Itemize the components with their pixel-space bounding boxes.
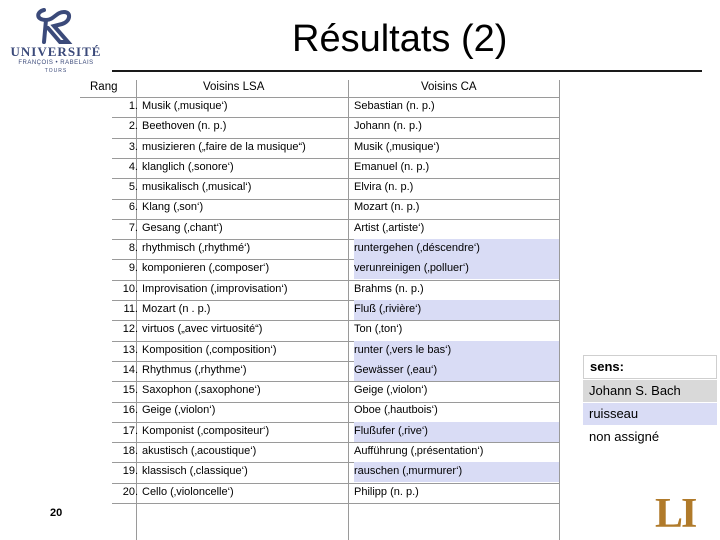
rank-cell: 11.: [123, 302, 138, 315]
table-row: [112, 219, 559, 239]
lsa-neighbor-cell: Komponist (‚compositeur‘): [142, 424, 270, 437]
grid-line: [112, 503, 559, 504]
university-logo-mark: [6, 6, 106, 46]
table-row: [112, 259, 559, 279]
lsa-neighbor-cell: klanglich (‚sonore‘): [142, 160, 234, 173]
rank-cell: 14.: [122, 363, 138, 376]
ca-neighbor-cell: Brahms (n. p.): [354, 282, 424, 295]
rank-cell: 3.: [128, 140, 138, 153]
lsa-neighbor-cell: Geige (‚violon‘): [142, 404, 216, 417]
table-row: [112, 381, 559, 401]
rank-cell: 6.: [128, 201, 138, 214]
legend-item-non-assigne: non assigné: [583, 426, 717, 448]
ca-neighbor-cell: Mozart (n. p.): [354, 201, 420, 214]
rank-cell: 16.: [122, 404, 138, 417]
logo-university-text: UNIVERSITÉ: [10, 44, 102, 59]
ca-neighbor-cell: Artist (‚artiste‘): [354, 221, 425, 234]
table-row: [112, 198, 559, 218]
results-table: [112, 97, 559, 503]
li-brand-logo: LI: [655, 491, 696, 537]
table-row: [112, 158, 559, 178]
legend-item-ruisseau: ruisseau: [583, 403, 717, 425]
table-row: [112, 97, 559, 117]
logo-tours-text: TOURS: [44, 68, 68, 74]
rank-cell: 8.: [128, 242, 138, 255]
sense-legend: [583, 355, 717, 449]
ca-neighbor-cell: Geige (‚violon‘): [354, 384, 428, 397]
lsa-neighbor-cell: komponieren (‚composer‘): [142, 262, 270, 275]
lsa-neighbor-cell: Gesang (‚chant‘): [142, 221, 223, 234]
table-row: [112, 280, 559, 300]
rank-cell: 18.: [122, 445, 138, 458]
legend-title: sens:: [583, 355, 717, 379]
rank-cell: 17.: [122, 424, 138, 437]
lsa-neighbor-cell: Komposition (‚composition‘): [142, 343, 277, 356]
grid-line: [559, 80, 560, 540]
rank-cell: 12.: [122, 323, 138, 336]
ca-neighbor-cell: Elvira (n. p.): [354, 181, 414, 194]
rank-cell: 1.: [128, 100, 138, 112]
header-lsa: Voisins LSA: [203, 81, 265, 93]
ca-neighbor-cell: Musik (‚musique‘): [354, 140, 440, 153]
ca-neighbor-cell: runter (‚vers le bas‘): [354, 341, 559, 361]
lsa-neighbor-cell: musikalisch (‚musical‘): [142, 181, 252, 194]
university-logo: [6, 6, 106, 76]
lsa-neighbor-cell: rhythmisch (‚rhythmé‘): [142, 242, 251, 255]
ca-neighbor-cell: Aufführung (‚présentation‘): [354, 445, 484, 458]
logo-rabelais-text: FRANÇOIS • RABELAIS: [18, 60, 94, 66]
ca-neighbor-cell: Johann (n. p.): [354, 120, 422, 133]
rank-cell: 20.: [122, 485, 138, 498]
rank-cell: 13.: [122, 343, 138, 356]
ca-neighbor-cell: Oboe (‚hautbois‘): [354, 404, 438, 417]
lsa-neighbor-cell: Cello (‚violoncelle‘): [142, 485, 234, 498]
rank-cell: 9.: [128, 262, 138, 275]
lsa-neighbor-cell: Musik (‚musique‘): [142, 100, 228, 112]
lsa-neighbor-cell: virtuos („avec virtuosité“): [142, 323, 263, 336]
table-row: [112, 401, 559, 421]
ca-neighbor-cell: Emanuel (n. p.): [354, 160, 430, 173]
table-row: [112, 178, 559, 198]
table-row: [112, 341, 559, 361]
table-row: [112, 483, 559, 503]
ca-neighbor-cell: runtergehen (‚déscendre‘): [354, 239, 559, 259]
header-rank: Rang: [90, 81, 118, 93]
ca-neighbor-cell: Fluß (‚rivière‘): [354, 300, 559, 320]
legend-item-bach: Johann S. Bach: [583, 380, 717, 402]
lsa-neighbor-cell: klassisch (‚classique‘): [142, 465, 248, 478]
ca-neighbor-cell: verunreinigen (‚polluer‘): [354, 259, 559, 279]
lsa-neighbor-cell: musizieren („faire de la musique“): [142, 140, 306, 153]
ca-neighbor-cell: Ton (‚ton‘): [354, 323, 403, 336]
slide-title: Résultats (2): [292, 18, 508, 60]
table-row: [112, 138, 559, 158]
lsa-neighbor-cell: Klang (‚son‘): [142, 201, 204, 214]
lsa-neighbor-cell: Saxophon (‚saxophone‘): [142, 384, 261, 397]
lsa-neighbor-cell: Mozart (n . p.): [142, 302, 211, 315]
rank-cell: 15.: [122, 384, 138, 397]
table-row: [112, 442, 559, 462]
rank-cell: 2.: [128, 120, 138, 133]
ca-neighbor-cell: rauschen (‚murmurer‘): [354, 462, 559, 482]
table-row: [112, 300, 559, 320]
table-row: [112, 320, 559, 340]
table-row: [112, 239, 559, 259]
page-number: 20: [50, 507, 63, 519]
ca-neighbor-cell: Gewässer (‚eau‘): [354, 361, 559, 381]
rank-cell: 4.: [128, 160, 138, 173]
lsa-neighbor-cell: Rhythmus (‚rhythme‘): [142, 363, 247, 376]
rank-cell: 10.: [122, 282, 138, 295]
lsa-neighbor-cell: Improvisation (‚improvisation‘): [142, 282, 288, 295]
lsa-neighbor-cell: akustisch (‚acoustique‘): [142, 445, 257, 458]
lsa-neighbor-cell: Beethoven (n. p.): [142, 120, 227, 133]
rank-cell: 19.: [122, 465, 138, 478]
rank-cell: 5.: [128, 181, 138, 194]
ca-neighbor-cell: Sebastian (n. p.): [354, 100, 435, 112]
title-underline: [112, 70, 702, 72]
table-row: [112, 361, 559, 381]
header-ca: Voisins CA: [421, 81, 477, 93]
rank-cell: 7.: [128, 221, 138, 234]
ca-neighbor-cell: Flußufer (‚rive‘): [354, 422, 559, 442]
table-row: [112, 462, 559, 482]
table-row: [112, 117, 559, 137]
table-row: [112, 422, 559, 442]
ca-neighbor-cell: Philipp (n. p.): [354, 485, 419, 498]
